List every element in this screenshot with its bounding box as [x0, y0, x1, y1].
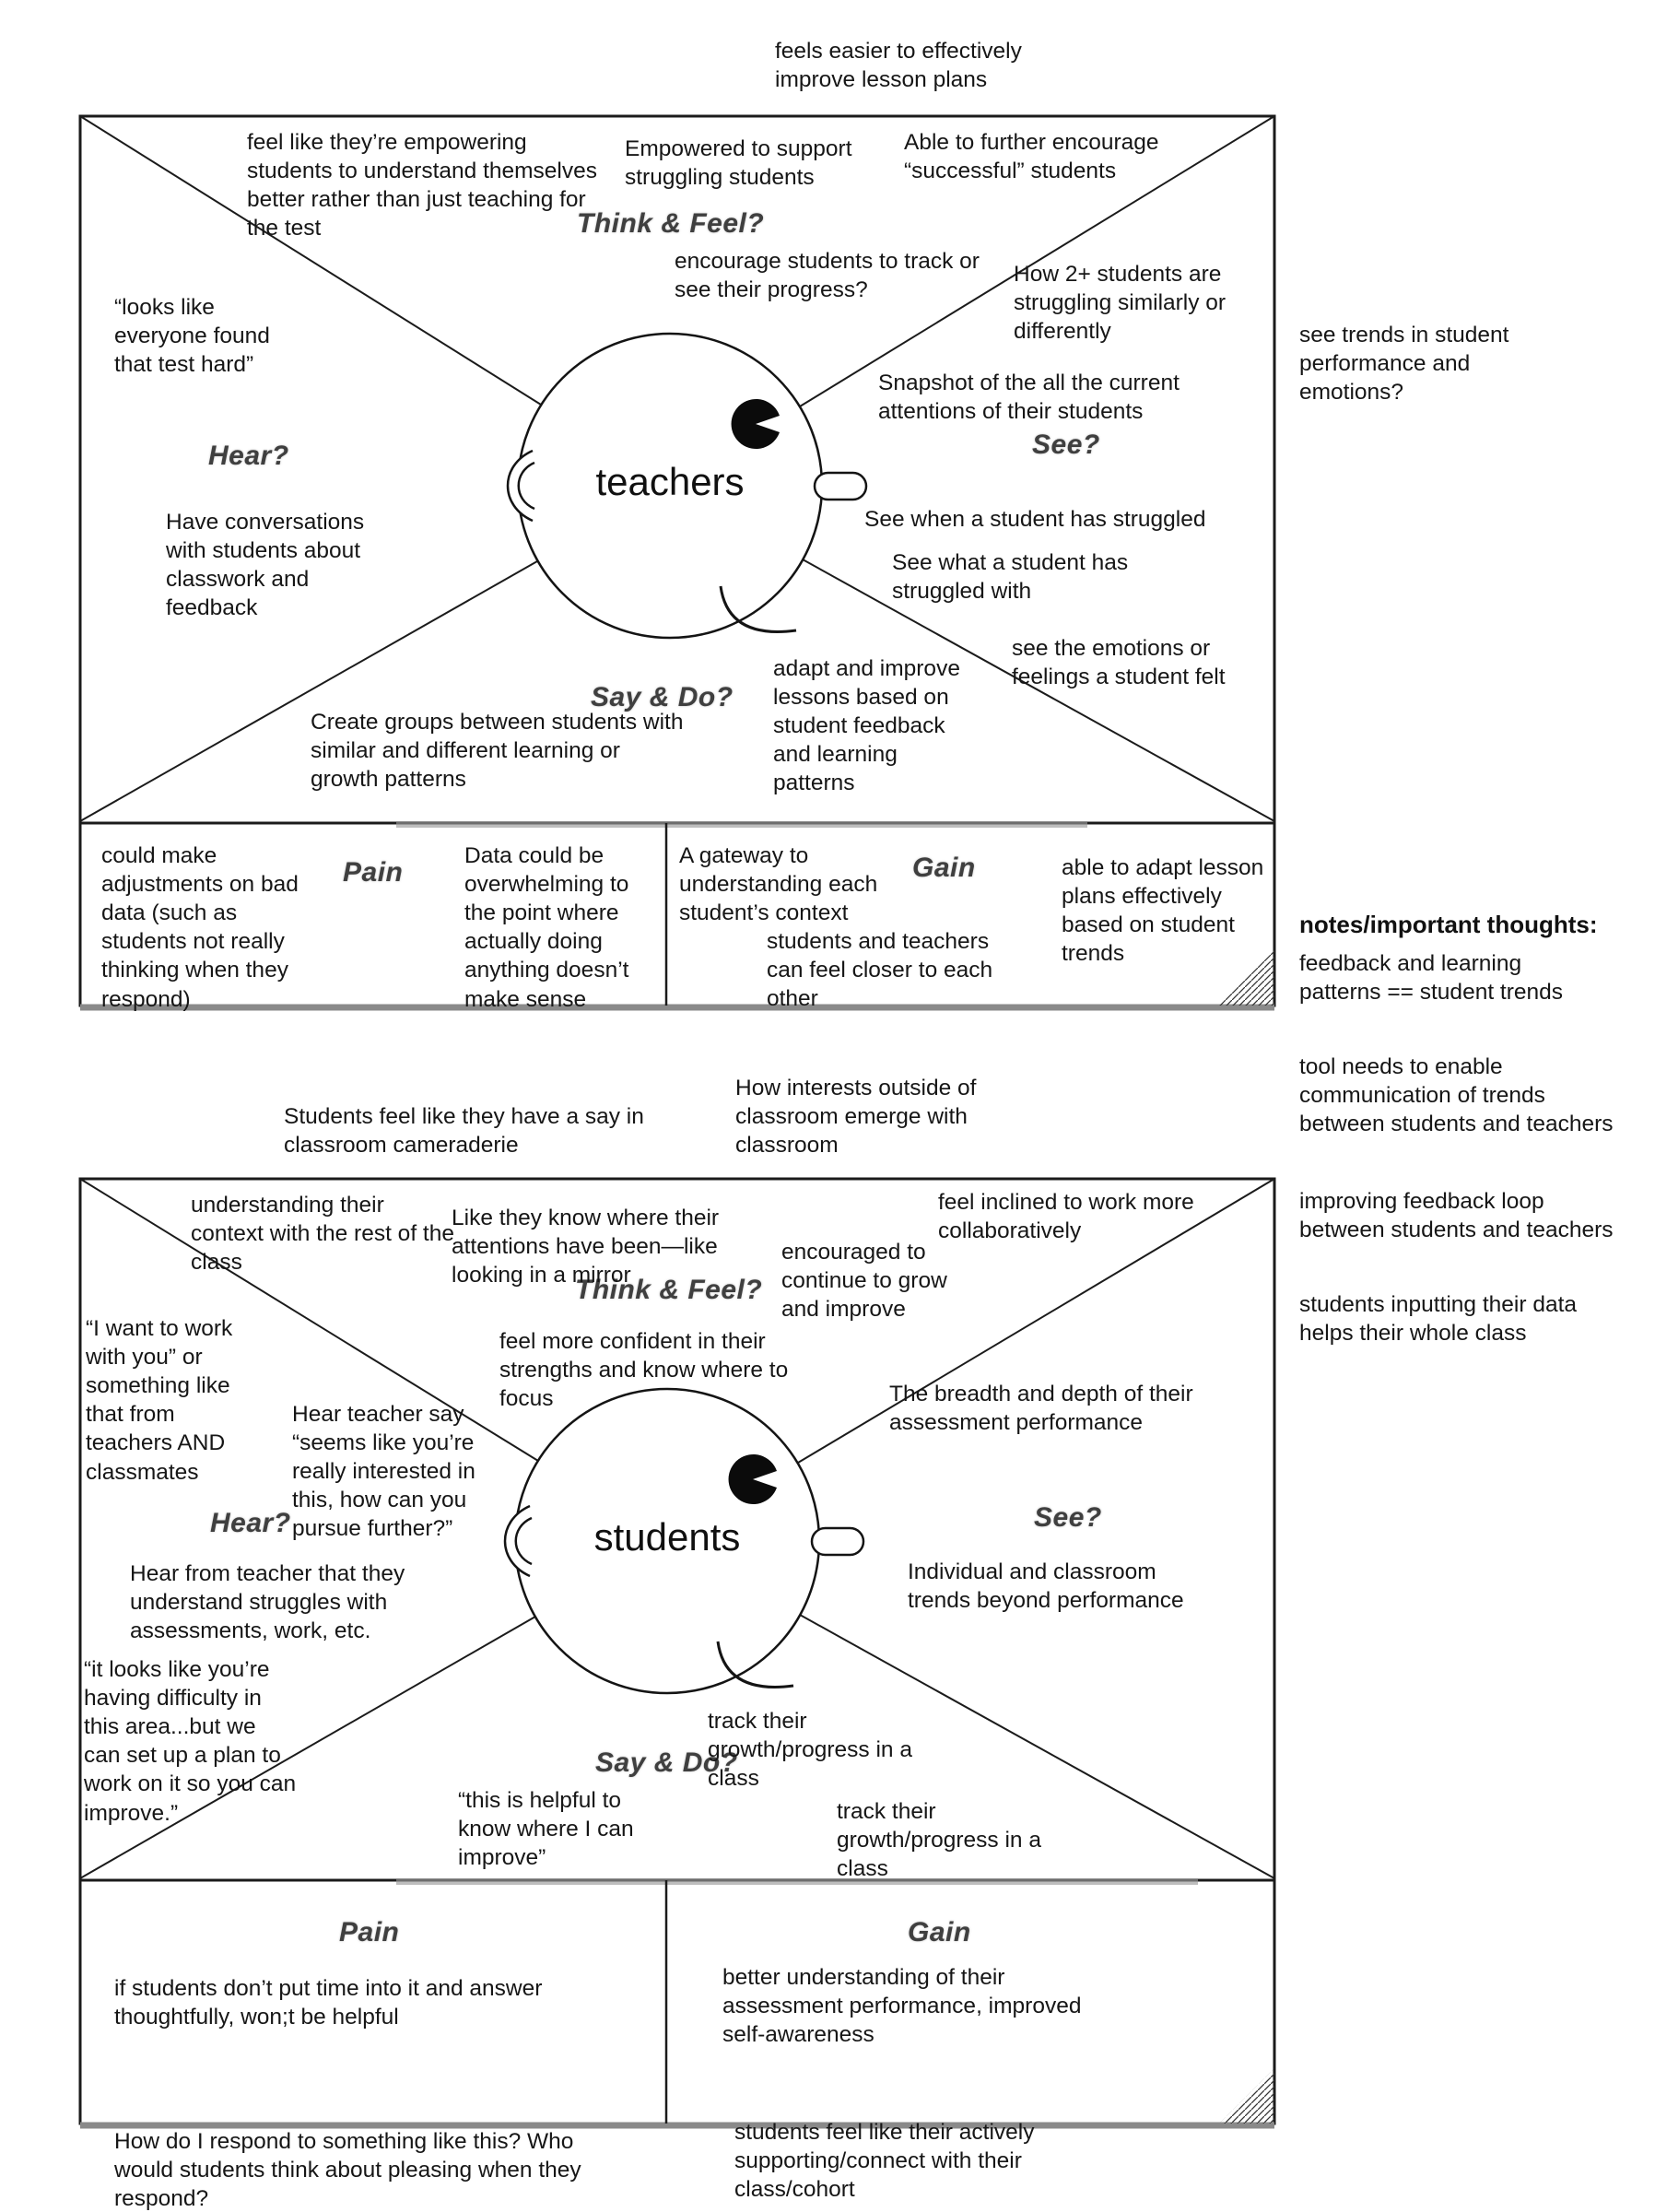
sticky-note-quote: “looks like everyone found that test hard” [114, 295, 270, 378]
persona-label-students: students [593, 1515, 741, 1559]
sticky-note: better understanding of their assessment performance, improved self-awareness [722, 1965, 1082, 2048]
note-below-students-map: How do I respond to something like this? Who would students think about pleasing when they respond? [114, 2129, 581, 2212]
sticky-note: Have conversations with students about classwork and feedback [166, 510, 365, 621]
note-above-students-map: Students feel like they have a say in classroom cameraderie [284, 1104, 644, 1159]
sticky-note: Data could be overwhelming to the point where actually doing anything doesn’t make sense [464, 843, 629, 1012]
sticky-note: encourage students to track or see their progress? [675, 249, 980, 303]
sticky-note: feel more confident in their strengths and know where to focus [499, 1329, 789, 1412]
ear-icon [508, 451, 533, 521]
section-label-see: See? [1032, 429, 1100, 460]
section-label-think-feel: Think & Feel? [575, 1275, 763, 1305]
nose-icon [815, 473, 866, 500]
resize-handle[interactable] [1219, 2068, 1274, 2124]
sticky-note: A gateway to understanding each student’s context [679, 843, 878, 926]
sticky-note: Like they know where their attentions have been—like looking in a mirror [452, 1206, 720, 1288]
section-label-see: See? [1034, 1502, 1102, 1533]
sticky-note-quote: Hear teacher say “seems like you’re really interested in this, how can you pursue further?” [292, 1402, 475, 1542]
margin-note: improving feedback loop between students and teachers [1299, 1189, 1614, 1243]
sticky-note: Snapshot of the all the current attentions of their students [878, 371, 1180, 425]
section-label-gain: Gain [912, 853, 976, 883]
persona-label-teachers: teachers [595, 460, 745, 503]
sticky-note: adapt and improve lessons based on student feedback and learning patterns [773, 656, 960, 796]
sticky-note: if students don’t put time into it and answer thoughtfully, won;t be helpful [114, 1976, 543, 2030]
sticky-note: How 2+ students are struggling similarly or differently [1014, 262, 1227, 345]
sticky-note: understanding their context with the rest of the class [191, 1193, 454, 1276]
sticky-note: track their growth/progress in a class [837, 1799, 1041, 1882]
section-label-think-feel: Think & Feel? [577, 208, 765, 239]
sticky-note: feel inclined to work more collaboratively [938, 1190, 1194, 1244]
nose-icon [812, 1528, 863, 1555]
section-label-gain: Gain [908, 1917, 971, 1947]
note-below-students-map: students feel like their actively supporting/connect with their class/cohort [734, 2120, 1035, 2203]
sticky-note: encouraged to continue to grow and improve [781, 1240, 947, 1323]
sticky-note: Able to further encourage “successful” students [904, 130, 1159, 184]
sticky-note-quote: “this is helpful to know where I can improve” [458, 1788, 634, 1871]
sticky-note: See when a student has struggled [864, 507, 1206, 532]
note-above-students-map: How interests outside of classroom emerge with classroom [735, 1076, 977, 1159]
section-label-hear: Hear? [210, 1508, 291, 1538]
sticky-note: Individual and classroom trends beyond performance [908, 1559, 1184, 1614]
margin-note: tool needs to enable communication of trends between students and teachers [1299, 1054, 1614, 1137]
sticky-note: could make adjustments on bad data (such as students not really thinking when they respond) [101, 843, 299, 1012]
sticky-note: The breadth and depth of their assessment performance [889, 1382, 1193, 1436]
sticky-note: Hear from teacher that they understand struggles with assessments, work, etc. [130, 1561, 405, 1644]
margin-note: see trends in student performance and emotions? [1299, 323, 1509, 406]
section-label-hear: Hear? [208, 441, 289, 471]
section-label-say-do: Say & Do? [591, 682, 734, 712]
sticky-note: able to adapt lesson plans effectively based on student trends [1062, 855, 1264, 967]
margin-note: feedback and learning patterns == student trends [1299, 951, 1564, 1006]
ear-icon [505, 1506, 530, 1576]
sticky-note-quote: “it looks like you’re having difficulty in this area...but we can set up a plan to work on it so you can improve.” [84, 1657, 297, 1826]
sticky-note: track their growth/progress in a class [708, 1709, 912, 1792]
sticky-note: Empowered to support struggling students [625, 136, 852, 191]
margin-note: students inputting their data helps their whole class [1299, 1292, 1578, 1347]
sticky-note: students and teachers can feel closer to each other [767, 929, 993, 1012]
section-label-say-do: Say & Do? [595, 1747, 738, 1778]
sticky-note: see the emotions or feelings a student felt [1012, 636, 1226, 690]
sticky-note: feel like they’re empowering students to understand themselves better rather than just teaching for the test [247, 130, 597, 241]
sticky-note: Create groups between students with similar and different learning or growth patterns [311, 710, 684, 793]
sticky-note: See what a student has struggled with [892, 550, 1129, 605]
sticky-note-quote: “I want to work with you” or something like that from teachers AND classmates [86, 1316, 233, 1485]
margin-notes-heading: notes/important thoughts: [1299, 911, 1598, 938]
note-above-teachers-map: feels easier to effectively improve lesson plans [775, 39, 1022, 93]
section-label-pain: Pain [339, 1917, 400, 1947]
section-label-pain: Pain [343, 857, 404, 888]
